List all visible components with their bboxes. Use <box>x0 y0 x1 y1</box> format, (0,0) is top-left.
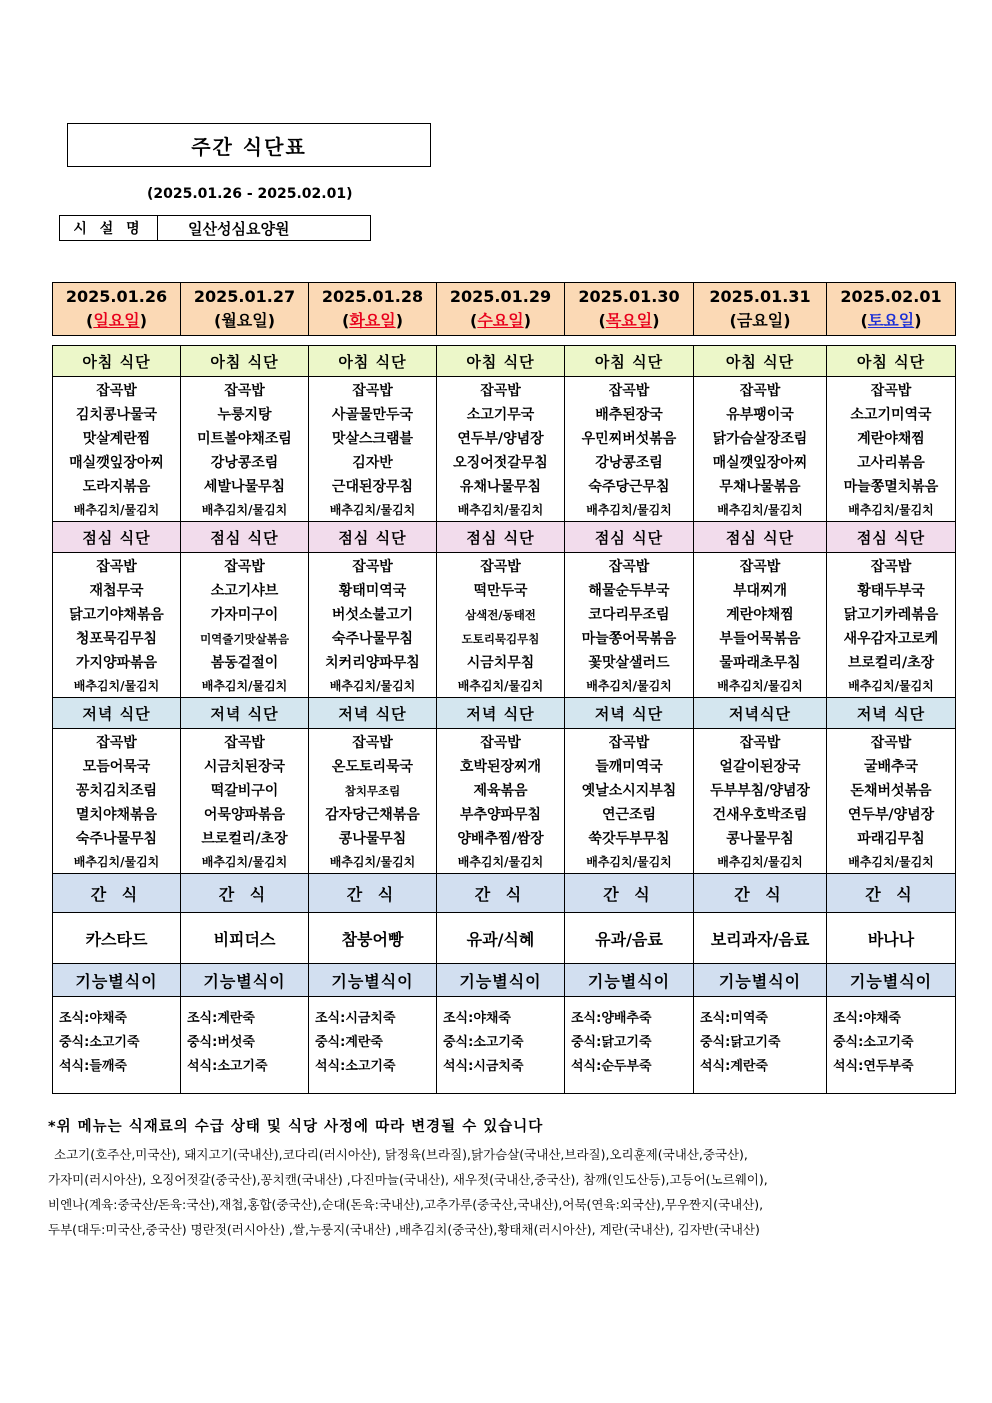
menu-item: 배추김치/물김치 <box>717 855 803 869</box>
menu-item: 얼갈이된장국 <box>719 759 801 775</box>
menu-item: 잡곡밥 <box>352 559 393 575</box>
functional-diet-item: 석식:순두부죽 <box>571 1059 652 1074</box>
menu-item: 시금치무침 <box>466 655 535 671</box>
functional-diet-item: 조식:야채죽 <box>443 1011 511 1026</box>
dinner-header-row <box>53 698 956 729</box>
snack-label: 간 식 <box>181 874 309 913</box>
dinner-menu-cell <box>309 729 437 874</box>
snack-label: 간 식 <box>565 874 694 913</box>
menu-item: 콩나물무침 <box>338 831 407 847</box>
menu-item: 배추김치/물김치 <box>848 503 934 517</box>
day-of-week-text: 일요일 <box>93 311 140 330</box>
functional-diet-cell <box>437 997 565 1094</box>
menu-item: 배추김치/물김치 <box>586 855 672 869</box>
menu-item: 잡곡밥 <box>96 735 137 751</box>
menu-item: 누룽지탕 <box>217 407 272 423</box>
menu-item: 잡곡밥 <box>608 383 650 399</box>
menu-item: 건새우호박조림 <box>712 807 808 823</box>
menu-item: 숙주나물무침 <box>331 631 414 647</box>
day-header-cell <box>827 283 956 336</box>
menu-item: 닭고기야채볶음 <box>69 607 164 623</box>
menu-item: 배추된장국 <box>595 407 663 423</box>
menu-item: 꽃맛살샐러드 <box>588 655 670 671</box>
dinner-label: 저녁식단 <box>694 698 827 729</box>
day-date: 2025.01.28 <box>321 287 424 306</box>
functional-diet-item: 석식:소고기죽 <box>187 1059 268 1074</box>
menu-item: 배추김치/물김치 <box>586 503 672 517</box>
snack-item: 유과/음료 <box>565 913 694 964</box>
dinner-menu-cell <box>437 729 565 874</box>
functional-diet-item: 중식:소고기죽 <box>833 1035 914 1050</box>
menu-item: 잡곡밥 <box>96 383 137 399</box>
notes-section <box>48 1115 948 1242</box>
functional-diet-cell <box>53 997 181 1094</box>
functional-diet-label: 기능별식이 <box>437 964 565 997</box>
menu-item: 김치콩나물국 <box>75 407 158 423</box>
menu-item: 배추김치/물김치 <box>457 679 544 693</box>
day-of-week-text: 화요일 <box>349 311 396 330</box>
menu-item: 브로컬리/초장 <box>847 655 935 671</box>
functional-diet-item: 조식:계란죽 <box>187 1011 255 1026</box>
menu-item: 물파래초무침 <box>719 655 801 671</box>
snack-item: 비피더스 <box>181 913 309 964</box>
menu-item: 무채나물볶음 <box>719 479 801 495</box>
page-title: 주간 식단표 <box>67 123 431 167</box>
breakfast-label: 아침 식단 <box>565 346 694 377</box>
menu-item: 잡곡밥 <box>480 559 521 575</box>
functional-diet-label: 기능별식이 <box>565 964 694 997</box>
menu-item: 근대된장무침 <box>331 479 414 495</box>
menu-item: 닭고기카레볶음 <box>843 607 939 623</box>
lunch-menu-cell <box>181 553 309 698</box>
menu-item: 양배추찜/쌈장 <box>457 831 544 847</box>
lunch-label: 점심 식단 <box>827 522 956 553</box>
snack-header-row <box>53 874 956 913</box>
menu-table <box>52 345 956 1094</box>
menu-item: 온도토리묵국 <box>331 759 414 775</box>
lunch-menu-cell <box>694 553 827 698</box>
menu-item: 모듬어묵국 <box>82 759 151 775</box>
menu-item: 잡곡밥 <box>870 383 912 399</box>
lunch-label: 점심 식단 <box>437 522 565 553</box>
lunch-menu-cell <box>437 553 565 698</box>
facility-label: 시 설 명 <box>60 216 158 240</box>
dinner-menu-row <box>53 729 956 874</box>
dinner-menu-cell <box>53 729 181 874</box>
dinner-label: 저녁 식단 <box>827 698 956 729</box>
date-range: (2025.01.26 - 2025.02.01) <box>147 186 353 202</box>
functional-diet-item: 조식:야채죽 <box>833 1011 901 1026</box>
menu-item: 소고기미역국 <box>850 407 932 423</box>
menu-item: 연두부/양념장 <box>457 431 544 447</box>
breakfast-menu-cell <box>827 377 956 522</box>
snack-item: 카스타드 <box>53 913 181 964</box>
menu-item: 배추김치/물김치 <box>457 855 544 869</box>
functional-diet-item: 석식:소고기죽 <box>315 1059 396 1074</box>
menu-item: 닭가슴살장조림 <box>712 431 808 447</box>
functional-diet-cell <box>565 997 694 1094</box>
breakfast-menu-cell <box>309 377 437 522</box>
menu-item: 브로컬리/초장 <box>201 831 288 847</box>
menu-item: 마늘쫑어묵볶음 <box>581 631 677 647</box>
menu-item: 잡곡밥 <box>608 735 650 751</box>
snack-label: 간 식 <box>694 874 827 913</box>
menu-item: 잡곡밥 <box>480 383 521 399</box>
menu-item: 배추김치/물김치 <box>329 503 416 517</box>
lunch-menu-cell <box>827 553 956 698</box>
menu-item: 꽁치김치조림 <box>75 783 158 799</box>
menu-item: 삼색전/동태전 <box>465 608 536 622</box>
menu-item: 숙주나물무침 <box>75 831 158 847</box>
menu-item: 숙주당근무침 <box>588 479 670 495</box>
day-of-week-text: 금요일 <box>736 311 784 330</box>
menu-item: 고사리볶음 <box>857 455 925 471</box>
day-header-cell <box>437 283 565 336</box>
menu-item: 감자당근채볶음 <box>325 807 420 823</box>
day-header-cell <box>53 283 181 336</box>
menu-item: 배추김치/물김치 <box>329 679 416 693</box>
menu-item: 소고기샤브 <box>210 583 279 599</box>
functional-diet-cell <box>309 997 437 1094</box>
breakfast-menu-cell <box>694 377 827 522</box>
breakfast-label: 아침 식단 <box>827 346 956 377</box>
breakfast-menu-cell <box>565 377 694 522</box>
day-header-cell <box>565 283 694 336</box>
breakfast-menu-row <box>53 377 956 522</box>
breakfast-menu-cell <box>181 377 309 522</box>
dinner-menu-cell <box>181 729 309 874</box>
functional-diet-item: 석식:시금치죽 <box>443 1059 524 1074</box>
day-date: 2025.01.26 <box>65 287 168 306</box>
menu-item: 배추김치/물김치 <box>201 503 288 517</box>
menu-item: 미역줄기맛살볶음 <box>200 632 289 646</box>
menu-item: 강낭콩조림 <box>210 455 279 471</box>
menu-item: 부추양파무침 <box>459 807 542 823</box>
menu-item: 호박된장찌개 <box>459 759 542 775</box>
breakfast-menu-cell <box>53 377 181 522</box>
dinner-label: 저녁 식단 <box>437 698 565 729</box>
menu-item: 청포묵김무침 <box>75 631 158 647</box>
menu-item: 잡곡밥 <box>96 559 137 575</box>
menu-item: 연두부/양념장 <box>847 807 935 823</box>
menu-item: 맛살계란찜 <box>82 431 151 447</box>
functional-diet-label: 기능별식이 <box>827 964 956 997</box>
menu-item: 해물순두부국 <box>588 583 670 599</box>
day-header-cell <box>181 283 309 336</box>
menu-item: 김자반 <box>352 455 393 471</box>
lunch-menu-cell <box>565 553 694 698</box>
dinner-menu-cell <box>694 729 827 874</box>
lunch-label: 점심 식단 <box>53 522 181 553</box>
dinner-menu-cell <box>565 729 694 874</box>
menu-item: 황태두부국 <box>857 583 925 599</box>
functional-diet-item: 중식:소고기죽 <box>59 1035 140 1050</box>
menu-item: 도라지볶음 <box>82 479 151 495</box>
breakfast-label: 아침 식단 <box>53 346 181 377</box>
breakfast-label: 아침 식단 <box>694 346 827 377</box>
menu-item: 잡곡밥 <box>739 735 781 751</box>
day-of-week: (금요일) <box>729 311 791 330</box>
dinner-label: 저녁 식단 <box>309 698 437 729</box>
functional-diet-item: 석식:연두부죽 <box>833 1059 914 1074</box>
functional-diet-label: 기능별식이 <box>309 964 437 997</box>
date-header-table <box>52 282 956 336</box>
day-header-cell <box>694 283 827 336</box>
functional-diet-item: 중식:닭고기죽 <box>571 1035 652 1050</box>
origin-line: 비엔나(계육:중국산/돈육:국산),재첩,홍합(중국산),순대(돈육:국내산),고추가루(중국산,국내산),어묵(연육:외국산),무우짠지(국내산), <box>48 1197 764 1212</box>
menu-item: 치커리양파무침 <box>325 655 420 671</box>
menu-item: 마늘쫑멸치볶음 <box>843 479 939 495</box>
functional-diet-cell <box>181 997 309 1094</box>
origin-line: 가자미(러시아산), 오징어젓갈(중국산),꽁치캔(국내산) ,다진마늘(국내산), 새우젓(국내산,중국산), 참깨(인도산등),고등어(노르웨이), <box>48 1172 768 1187</box>
menu-item: 잡곡밥 <box>739 559 781 575</box>
menu-item: 시금치된장국 <box>203 759 286 775</box>
day-of-week: (토요일) <box>860 311 922 330</box>
dinner-label: 저녁 식단 <box>181 698 309 729</box>
menu-item: 배추김치/물김치 <box>329 855 416 869</box>
breakfast-label: 아침 식단 <box>181 346 309 377</box>
facility-box <box>59 215 371 241</box>
facility-name: 일산성심요양원 <box>188 219 290 238</box>
snack-item: 보리과자/음료 <box>694 913 827 964</box>
menu-item: 매실깻잎장아찌 <box>712 455 808 471</box>
menu-item: 배추김치/물김치 <box>586 679 672 693</box>
menu-item: 떡만두국 <box>473 583 528 599</box>
lunch-label: 점심 식단 <box>694 522 827 553</box>
menu-item: 들깨미역국 <box>595 759 663 775</box>
functional-diet-label: 기능별식이 <box>53 964 181 997</box>
snack-label: 간 식 <box>309 874 437 913</box>
menu-item: 계란야채찜 <box>857 431 925 447</box>
menu-item: 황태미역국 <box>338 583 407 599</box>
menu-item: 새우감자고로케 <box>843 631 939 647</box>
menu-item: 미트볼야채조림 <box>197 431 292 447</box>
menu-item: 배추김치/물김치 <box>848 855 934 869</box>
functional-diet-cell <box>694 997 827 1094</box>
date-row <box>53 283 956 336</box>
menu-item: 코다리무조림 <box>588 607 670 623</box>
snack-item: 바나나 <box>827 913 956 964</box>
menu-item: 잡곡밥 <box>224 735 265 751</box>
menu-item: 재첩무국 <box>89 583 144 599</box>
lunch-header-row <box>53 522 956 553</box>
functional-diet-row <box>53 997 956 1094</box>
functional-diet-cell <box>827 997 956 1094</box>
menu-item: 굴배추국 <box>863 759 919 775</box>
menu-item: 계란야채찜 <box>726 607 794 623</box>
menu-item: 배추김치/물김치 <box>457 503 544 517</box>
lunch-label: 점심 식단 <box>565 522 694 553</box>
day-date: 2025.01.30 <box>578 287 680 306</box>
menu-item: 가지양파볶음 <box>75 655 158 671</box>
day-of-week: (일요일) <box>86 311 147 330</box>
notes-header: *위 메뉴는 식재료의 수급 상태 및 식당 사정에 따라 변경될 수 있습니다 <box>48 1119 544 1135</box>
lunch-label: 점심 식단 <box>181 522 309 553</box>
lunch-menu-cell <box>53 553 181 698</box>
snack-row <box>53 913 956 964</box>
functional-diet-header-row <box>53 964 956 997</box>
menu-item: 어묵양파볶음 <box>203 807 286 823</box>
breakfast-header-row <box>53 346 956 377</box>
day-of-week: (화요일) <box>342 311 403 330</box>
functional-diet-item: 중식:닭고기죽 <box>700 1035 781 1050</box>
menu-item: 강낭콩조림 <box>595 455 663 471</box>
menu-item: 연근조림 <box>601 807 657 823</box>
menu-item: 파래김무침 <box>857 831 925 847</box>
breakfast-label: 아침 식단 <box>309 346 437 377</box>
menu-item: 소고기무국 <box>466 407 535 423</box>
menu-item: 맛살스크램블 <box>331 431 414 447</box>
functional-diet-item: 조식:미역죽 <box>700 1011 768 1026</box>
dinner-label: 저녁 식단 <box>565 698 694 729</box>
day-of-week-text: 월요일 <box>221 311 268 330</box>
menu-item: 두부부침/양념장 <box>710 783 810 799</box>
menu-item: 배추김치/물김치 <box>717 679 803 693</box>
menu-item: 유부팽이국 <box>726 407 794 423</box>
menu-item: 잡곡밥 <box>224 559 265 575</box>
origin-line: 소고기(호주산,미국산), 돼지고기(국내산),코다리(러시아산), 닭정육(브라질),닭가슴살(국내산,브라질),오리훈제(국내산,중국산), <box>54 1147 748 1162</box>
menu-item: 참치무조림 <box>344 784 401 798</box>
functional-diet-item: 조식:시금치죽 <box>315 1011 396 1026</box>
menu-item: 쑥갓두부무침 <box>588 831 670 847</box>
functional-diet-item: 중식:계란죽 <box>315 1035 383 1050</box>
origin-line: 두부(대두:미국산,중국산) 명란젓(러시아산) ,쌀,누룽지(국내산) ,배추김치(중국산),황태채(러시아산), 계란(국내산), 김자반(국내산) <box>48 1222 760 1237</box>
menu-item: 배추김치/물김치 <box>73 679 160 693</box>
lunch-menu-cell <box>309 553 437 698</box>
menu-item: 잡곡밥 <box>224 383 265 399</box>
menu-item: 매실깻잎장아찌 <box>69 455 164 471</box>
functional-diet-item: 석식:계란죽 <box>700 1059 768 1074</box>
menu-item: 배추김치/물김치 <box>201 855 288 869</box>
menu-item: 세발나물무침 <box>203 479 286 495</box>
menu-item: 사골물만두국 <box>331 407 414 423</box>
day-date: 2025.02.01 <box>840 287 942 306</box>
day-of-week: (목요일) <box>598 311 660 330</box>
day-of-week: (월요일) <box>214 311 275 330</box>
menu-item: 배추김치/물김치 <box>717 503 803 517</box>
menu-item: 잡곡밥 <box>870 735 912 751</box>
breakfast-menu-cell <box>437 377 565 522</box>
menu-item: 배추김치/물김치 <box>848 679 934 693</box>
menu-item: 배추김치/물김치 <box>73 503 160 517</box>
snack-label: 간 식 <box>53 874 181 913</box>
day-of-week: (수요일) <box>470 311 531 330</box>
menu-item: 제육볶음 <box>473 783 528 799</box>
menu-item: 부대찌개 <box>732 583 788 599</box>
functional-diet-label: 기능별식이 <box>181 964 309 997</box>
menu-item: 떡갈비구이 <box>210 783 279 799</box>
functional-diet-item: 석식:들깨죽 <box>59 1059 127 1074</box>
day-date: 2025.01.27 <box>193 287 296 306</box>
functional-diet-item: 조식:양배추죽 <box>571 1011 652 1026</box>
menu-item: 오징어젓갈무침 <box>453 455 548 471</box>
menu-item: 봄동겉절이 <box>210 655 279 671</box>
day-date: 2025.01.29 <box>449 287 552 306</box>
menu-item: 부들어묵볶음 <box>719 631 801 647</box>
menu-item: 유채나물무침 <box>459 479 542 495</box>
snack-label: 간 식 <box>437 874 565 913</box>
menu-item: 배추김치/물김치 <box>201 679 288 693</box>
menu-item: 잡곡밥 <box>608 559 650 575</box>
dinner-menu-cell <box>827 729 956 874</box>
menu-item: 우민찌버섯볶음 <box>581 431 677 447</box>
menu-item: 돈채버섯볶음 <box>850 783 932 799</box>
menu-item: 도토리묵김무침 <box>461 632 540 646</box>
day-header-cell <box>309 283 437 336</box>
menu-item: 콩나물무침 <box>726 831 794 847</box>
day-date: 2025.01.31 <box>709 287 811 306</box>
menu-item: 버섯소불고기 <box>331 607 414 623</box>
menu-item: 멸치야채볶음 <box>75 807 158 823</box>
menu-item: 가자미구이 <box>210 607 279 623</box>
snack-item: 참붕어빵 <box>309 913 437 964</box>
day-of-week-text: 목요일 <box>605 311 653 330</box>
functional-diet-label: 기능별식이 <box>694 964 827 997</box>
day-of-week-text: 수요일 <box>477 311 524 330</box>
functional-diet-item: 중식:소고기죽 <box>443 1035 524 1050</box>
menu-item: 배추김치/물김치 <box>73 855 160 869</box>
snack-item: 유과/식혜 <box>437 913 565 964</box>
snack-label: 간 식 <box>827 874 956 913</box>
lunch-menu-row <box>53 553 956 698</box>
menu-item: 옛날소시지부침 <box>581 783 677 799</box>
lunch-label: 점심 식단 <box>309 522 437 553</box>
breakfast-label: 아침 식단 <box>437 346 565 377</box>
functional-diet-item: 조식:야채죽 <box>59 1011 127 1026</box>
day-of-week-text: 토요일 <box>867 311 915 330</box>
menu-item: 잡곡밥 <box>739 383 781 399</box>
dinner-label: 저녁 식단 <box>53 698 181 729</box>
menu-item: 잡곡밥 <box>480 735 521 751</box>
menu-item: 잡곡밥 <box>352 735 393 751</box>
menu-item: 잡곡밥 <box>870 559 912 575</box>
menu-item: 잡곡밥 <box>352 383 393 399</box>
functional-diet-item: 중식:버섯죽 <box>187 1035 255 1050</box>
